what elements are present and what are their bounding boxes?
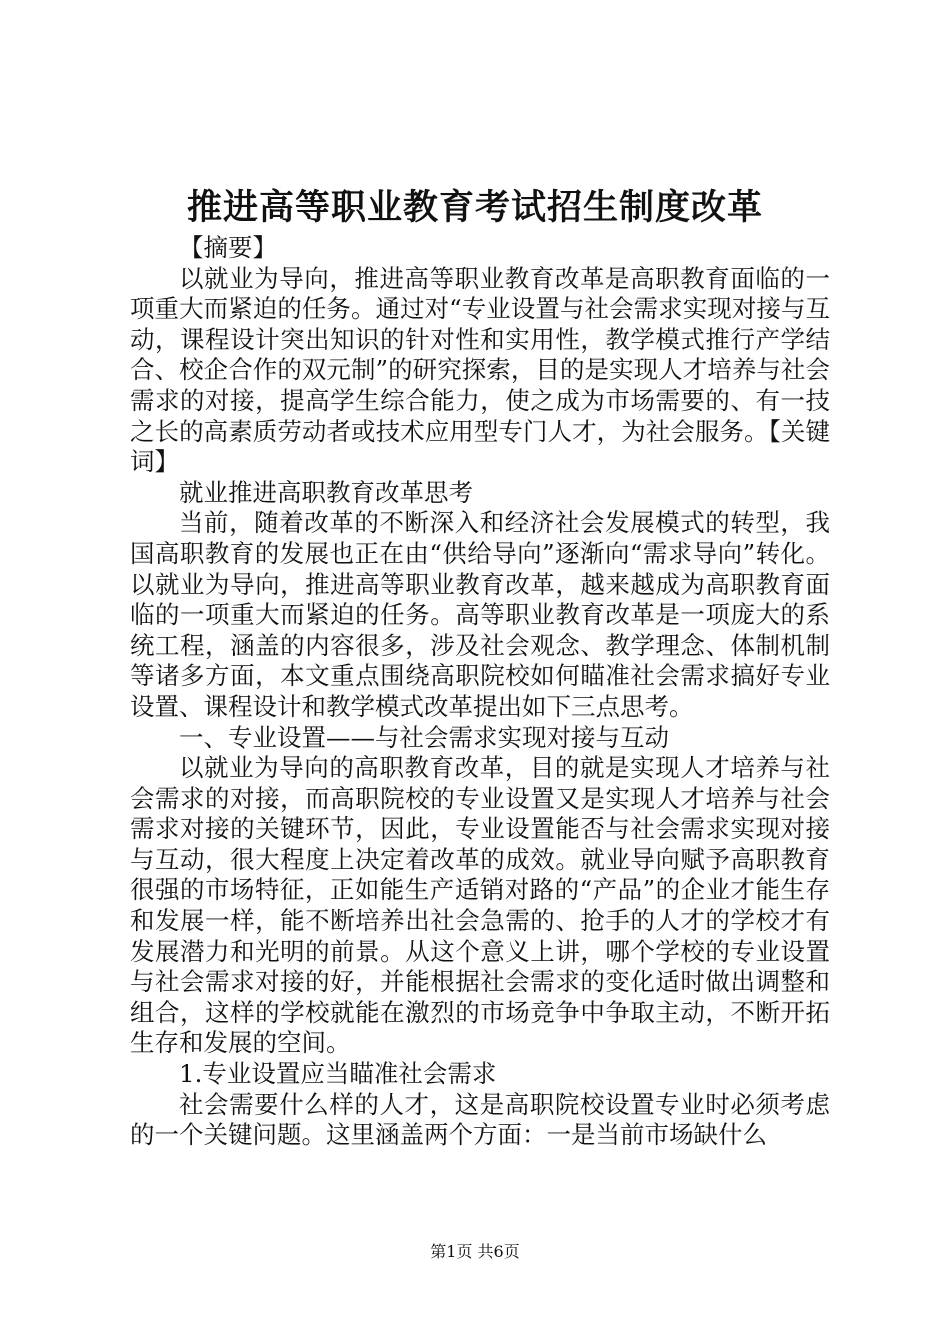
section-1-paragraph: 以就业为导向的高职教育改革，目的就是实现人才培养与社会需求的对接，而高职院校的专业设置又是实现人才培养与社会需求对接的关键环节，因此，专业设置能否与社会需求实现对接与互动，很大程度上决定着改革的成效。就业导向赋予高职教育很强的市场特征，正如能生产适销对路的“产品”的企业才能生存和发展一样，能不断培养出社会急需的、抢手的人才的学校才有发展潜力和光明的前景。从这个意义上讲，哪个学校的专业设置与社会需求对接的好，并能根据社会需求的变化适时做出调整和组合，这样的学校就能在激烈的市场竞争中争取主动，不断开拓生存和发展的空间。 [130, 753, 830, 1058]
intro-paragraph: 当前，随着改革的不断深入和经济社会发展模式的转型，我国高职教育的发展也正在由“供给导向”逐渐向“需求导向”转化。以就业为导向，推进高等职业教育改革，越来越成为高职教育面临的一项重大而紧迫的任务。高等职业教育改革是一项庞大的系统工程，涵盖的内容很多，涉及社会观念、教学理念、体制机制等诸多方面，本文重点围绕高职院校如何瞄准社会需求搞好专业设置、课程设计和教学模式改革提出如下三点思考。 [130, 508, 830, 721]
section-heading-1: 一、专业设置——与社会需求实现对接与互动 [179, 722, 669, 752]
abstract-heading: 【摘要】 [179, 233, 277, 262]
subsection-heading-1: 1.专业设置应当瞄准社会需求 [179, 1059, 497, 1089]
abstract-paragraph: 以就业为导向，推进高等职业教育改革是高职教育面临的一项重大而紧迫的任务。通过对“专业设置与社会需求实现对接与互动，课程设计突出知识的针对性和实用性，教学模式推行产学结合、校企合作的双元制”的研究探索，目的是实现人才培养与社会需求的对接，提高学生综合能力，使之成为市场需要的、有一技之长的高素质劳动者或技术应用型专门人才，为社会服务。【关键词】 [130, 263, 830, 477]
subsection-1-paragraph: 社会需要什么样的人才，这是高职院校设置专业时必须考虑的一个关键问题。这里涵盖两个方面：一是当前市场缺什么 [130, 1089, 830, 1150]
document-body [130, 233, 830, 1151]
document-title: 推进高等职业教育考试招生制度改革 [186, 188, 763, 228]
keywords-paragraph: 就业推进高职教育改革思考 [179, 477, 473, 507]
page-number-footer: 第1页 共6页 [430, 1242, 520, 1261]
